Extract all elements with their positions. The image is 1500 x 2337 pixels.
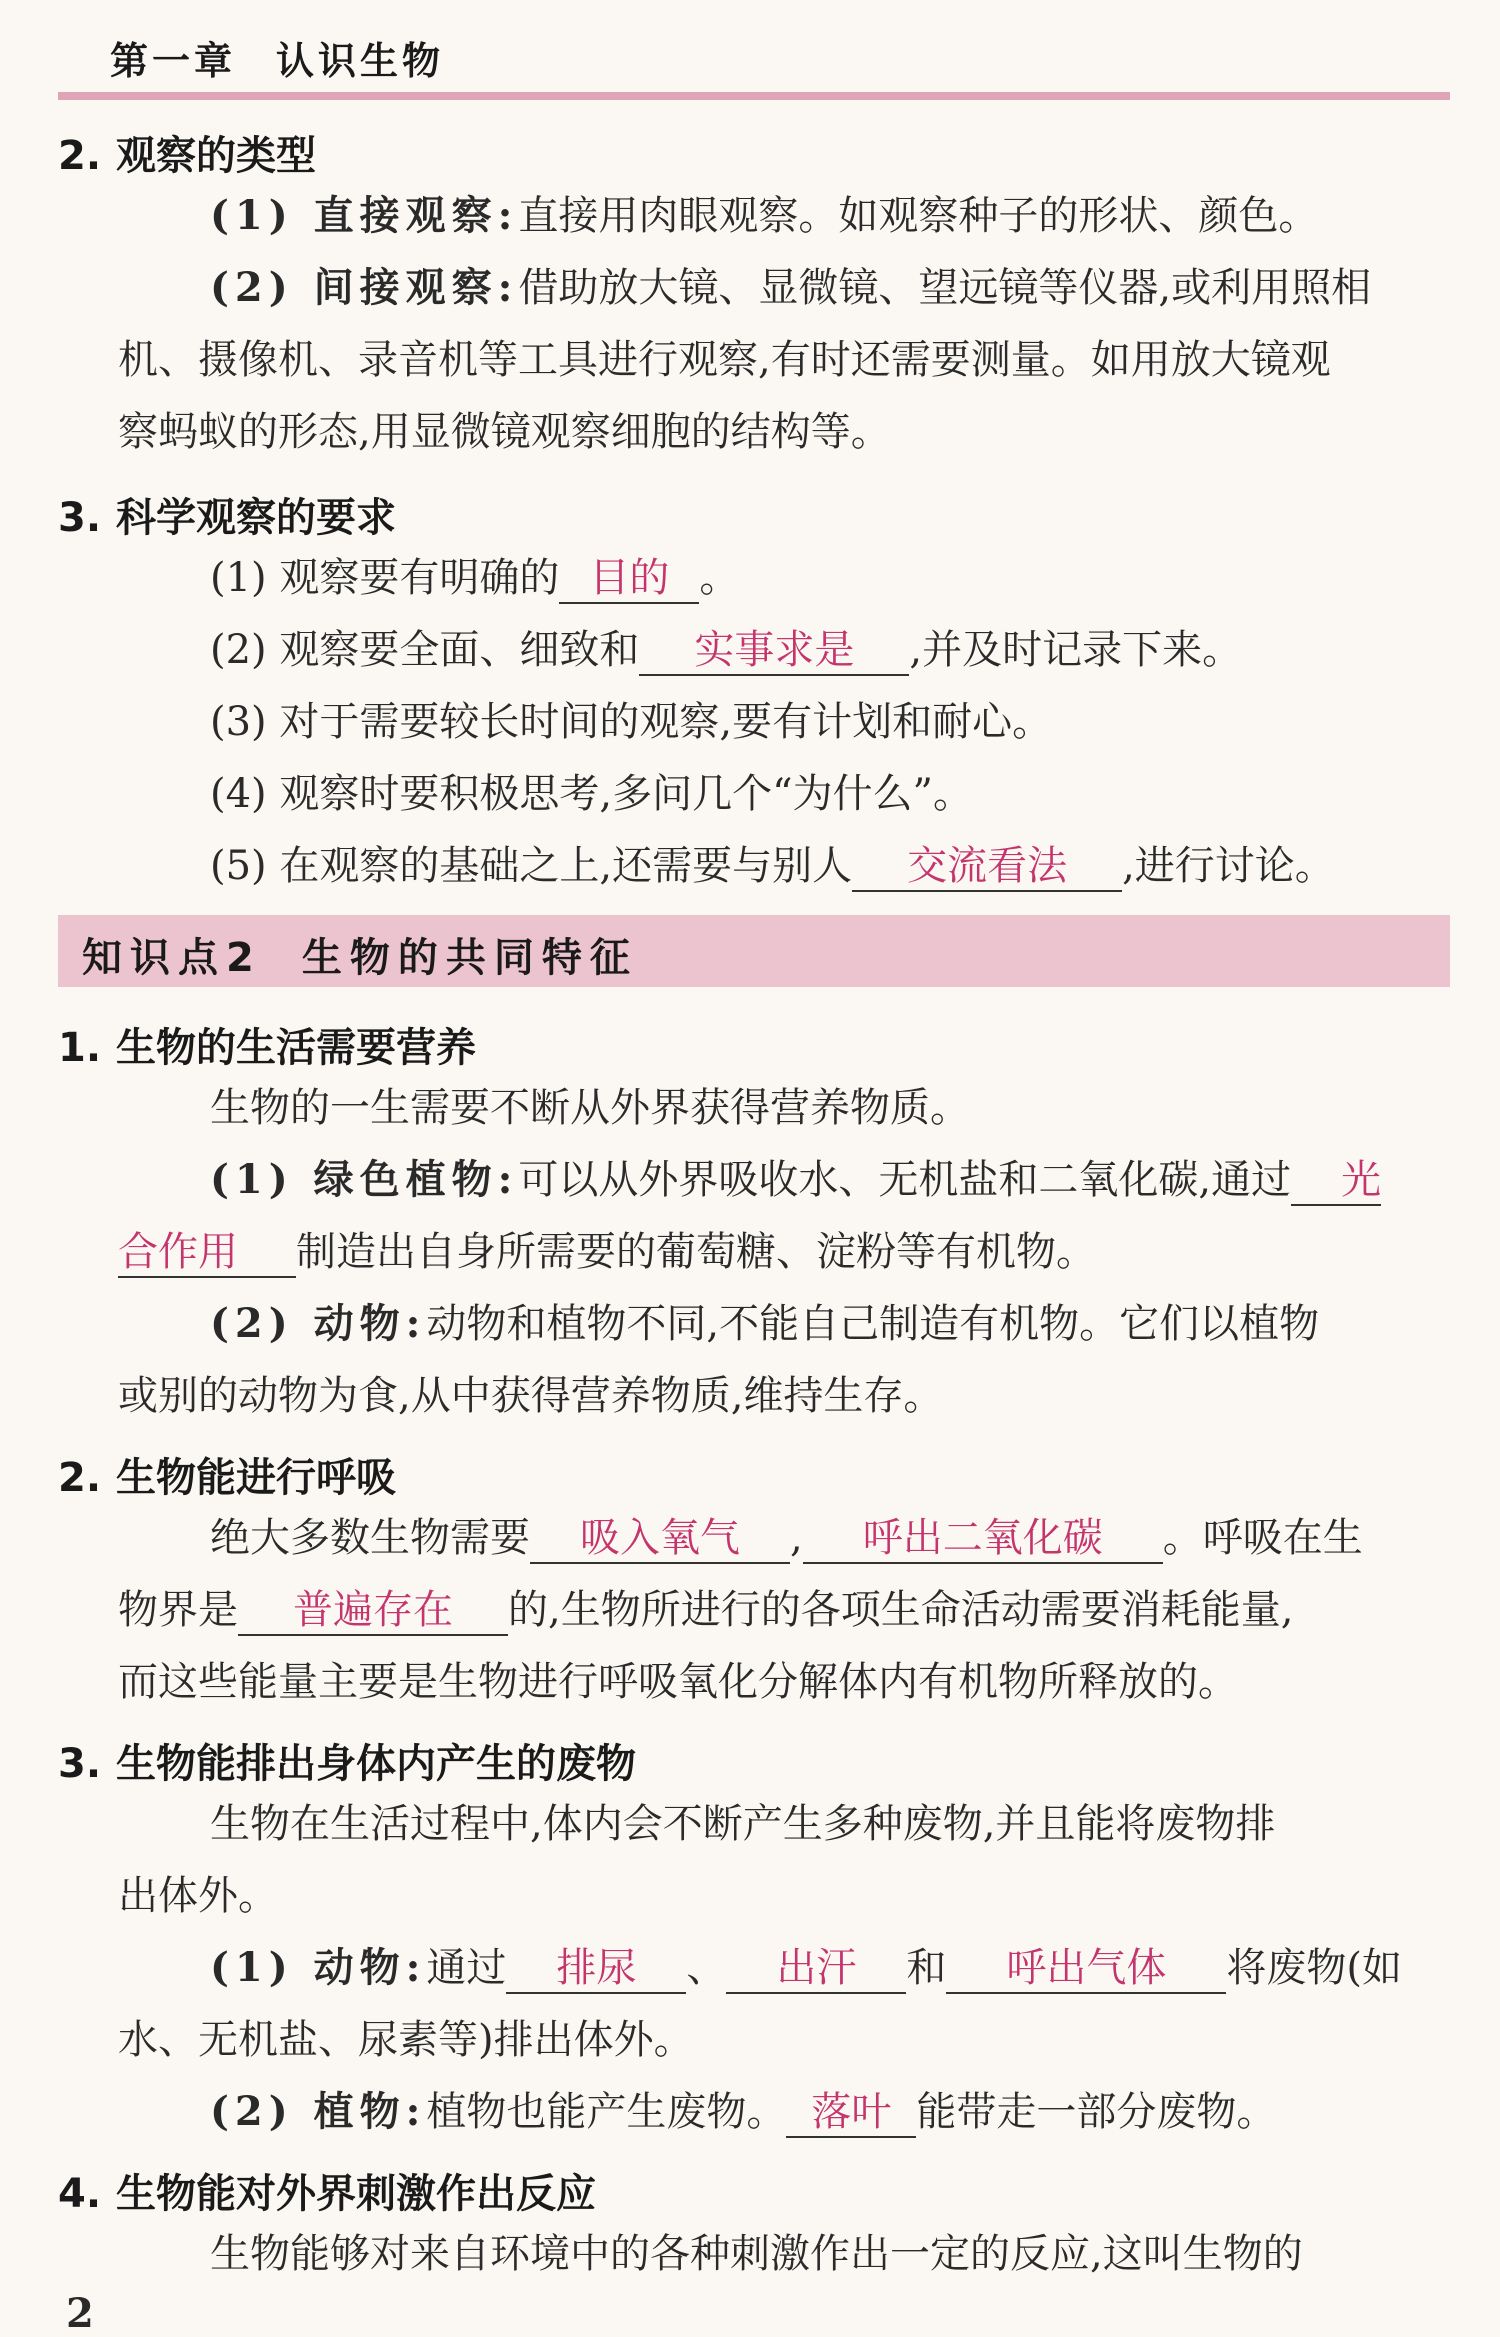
answer-blank: 光	[1291, 1156, 1381, 1206]
paragraph-line: 而这些能量主要是生物进行呼吸氧化分解体内有机物所释放的。	[118, 1659, 1238, 1705]
paragraph-line: 生物能够对来自环境中的各种刺激作出一定的反应,这叫生物的	[210, 2231, 1303, 2277]
answer-blank: 呼出气体	[946, 1944, 1226, 1994]
requirement-3: (3) 对于需要较长时间的观察,要有计划和耐心。	[210, 699, 1053, 745]
paragraph-line: 水、无机盐、尿素等)排出体外。	[118, 2017, 694, 2063]
paragraph-line: 机、摄像机、录音机等工具进行观察,有时还需要测量。如用放大镜观	[118, 337, 1331, 383]
feature-heading-nutrition: 1. 生物的生活需要营养	[58, 1025, 476, 1071]
requirement-4: (4) 观察时要积极思考,多问几个“为什么”。	[210, 771, 973, 817]
answer-blank: 普遍存在	[238, 1586, 508, 1636]
paragraph-excretion-plants: (2) 植物:植物也能产生废物。 落叶 能带走一部分废物。	[210, 2086, 1276, 2138]
answer-blank: 排尿	[506, 1944, 686, 1994]
feature-heading-respiration: 2. 生物能进行呼吸	[58, 1455, 396, 1501]
paragraph-animals: (2) 动物:动物和植物不同,不能自己制造有机物。它们以植物	[210, 1300, 1320, 1347]
answer-blank: 合作用	[118, 1228, 296, 1278]
feature-heading-response: 4. 生物能对外界刺激作出反应	[58, 2171, 596, 2217]
paragraph-line: 察蚂蚁的形态,用显微镜观察细胞的结构等。	[118, 409, 891, 455]
answer-blank: 实事求是	[639, 626, 909, 676]
requirement-1: (1) 观察要有明确的 目的 。	[210, 552, 739, 604]
section-heading-observation-types: 2. 观察的类型	[58, 133, 316, 179]
paragraph-line: 生物的一生需要不断从外界获得营养物质。	[210, 1085, 970, 1131]
paragraph-line: 出体外。	[118, 1873, 278, 1919]
header-rule	[58, 92, 1450, 100]
chapter-title: 认识生物	[276, 39, 445, 83]
paragraph-line: 或别的动物为食,从中获得营养物质,维持生存。	[118, 1373, 944, 1419]
page-number: 2	[66, 2290, 94, 2337]
chapter-number: 第一章	[110, 39, 237, 83]
answer-blank: 交流看法	[852, 842, 1122, 892]
answer-blank: 吸入氧气	[530, 1514, 790, 1564]
feature-heading-excretion: 3. 生物能排出身体内产生的废物	[58, 1741, 636, 1787]
paragraph-line: 合作用 制造出自身所需要的葡萄糖、淀粉等有机物。	[118, 1226, 1096, 1278]
answer-blank: 目的	[559, 554, 699, 604]
paragraph-indirect-observation: (2) 间接观察:借助放大镜、显微镜、望远镜等仪器,或利用照相	[210, 264, 1372, 311]
chapter-header	[110, 30, 444, 85]
paragraph-line: 生物在生活过程中,体内会不断产生多种废物,并且能将废物排	[210, 1801, 1276, 1847]
answer-blank: 呼出二氧化碳	[803, 1514, 1163, 1564]
answer-blank: 落叶	[786, 2088, 916, 2138]
paragraph-respiration: 绝大多数生物需要 吸入氧气 , 呼出二氧化碳 。呼吸在生	[210, 1512, 1363, 1564]
paragraph-excretion-animals: (1) 动物:通过 排尿 、 出汗 和 呼出气体 将废物(如	[210, 1942, 1402, 1994]
requirement-5: (5) 在观察的基础之上,还需要与别人 交流看法 ,进行讨论。	[210, 840, 1335, 892]
paragraph-direct-observation: (1) 直接观察:直接用肉眼观察。如观察种子的形状、颜色。	[210, 192, 1319, 239]
requirement-2: (2) 观察要全面、细致和 实事求是 ,并及时记录下来。	[210, 624, 1242, 676]
knowledge-point-title: 知识点2 生物的共同特征	[82, 935, 638, 981]
section-heading-observation-requirements: 3. 科学观察的要求	[58, 495, 396, 541]
paragraph-line: 物界是 普遍存在 的,生物所进行的各项生命活动需要消耗能量,	[118, 1584, 1293, 1636]
answer-blank: 出汗	[726, 1944, 906, 1994]
paragraph-green-plants: (1) 绿色植物:可以从外界吸收水、无机盐和二氧化碳,通过 光	[210, 1154, 1381, 1206]
